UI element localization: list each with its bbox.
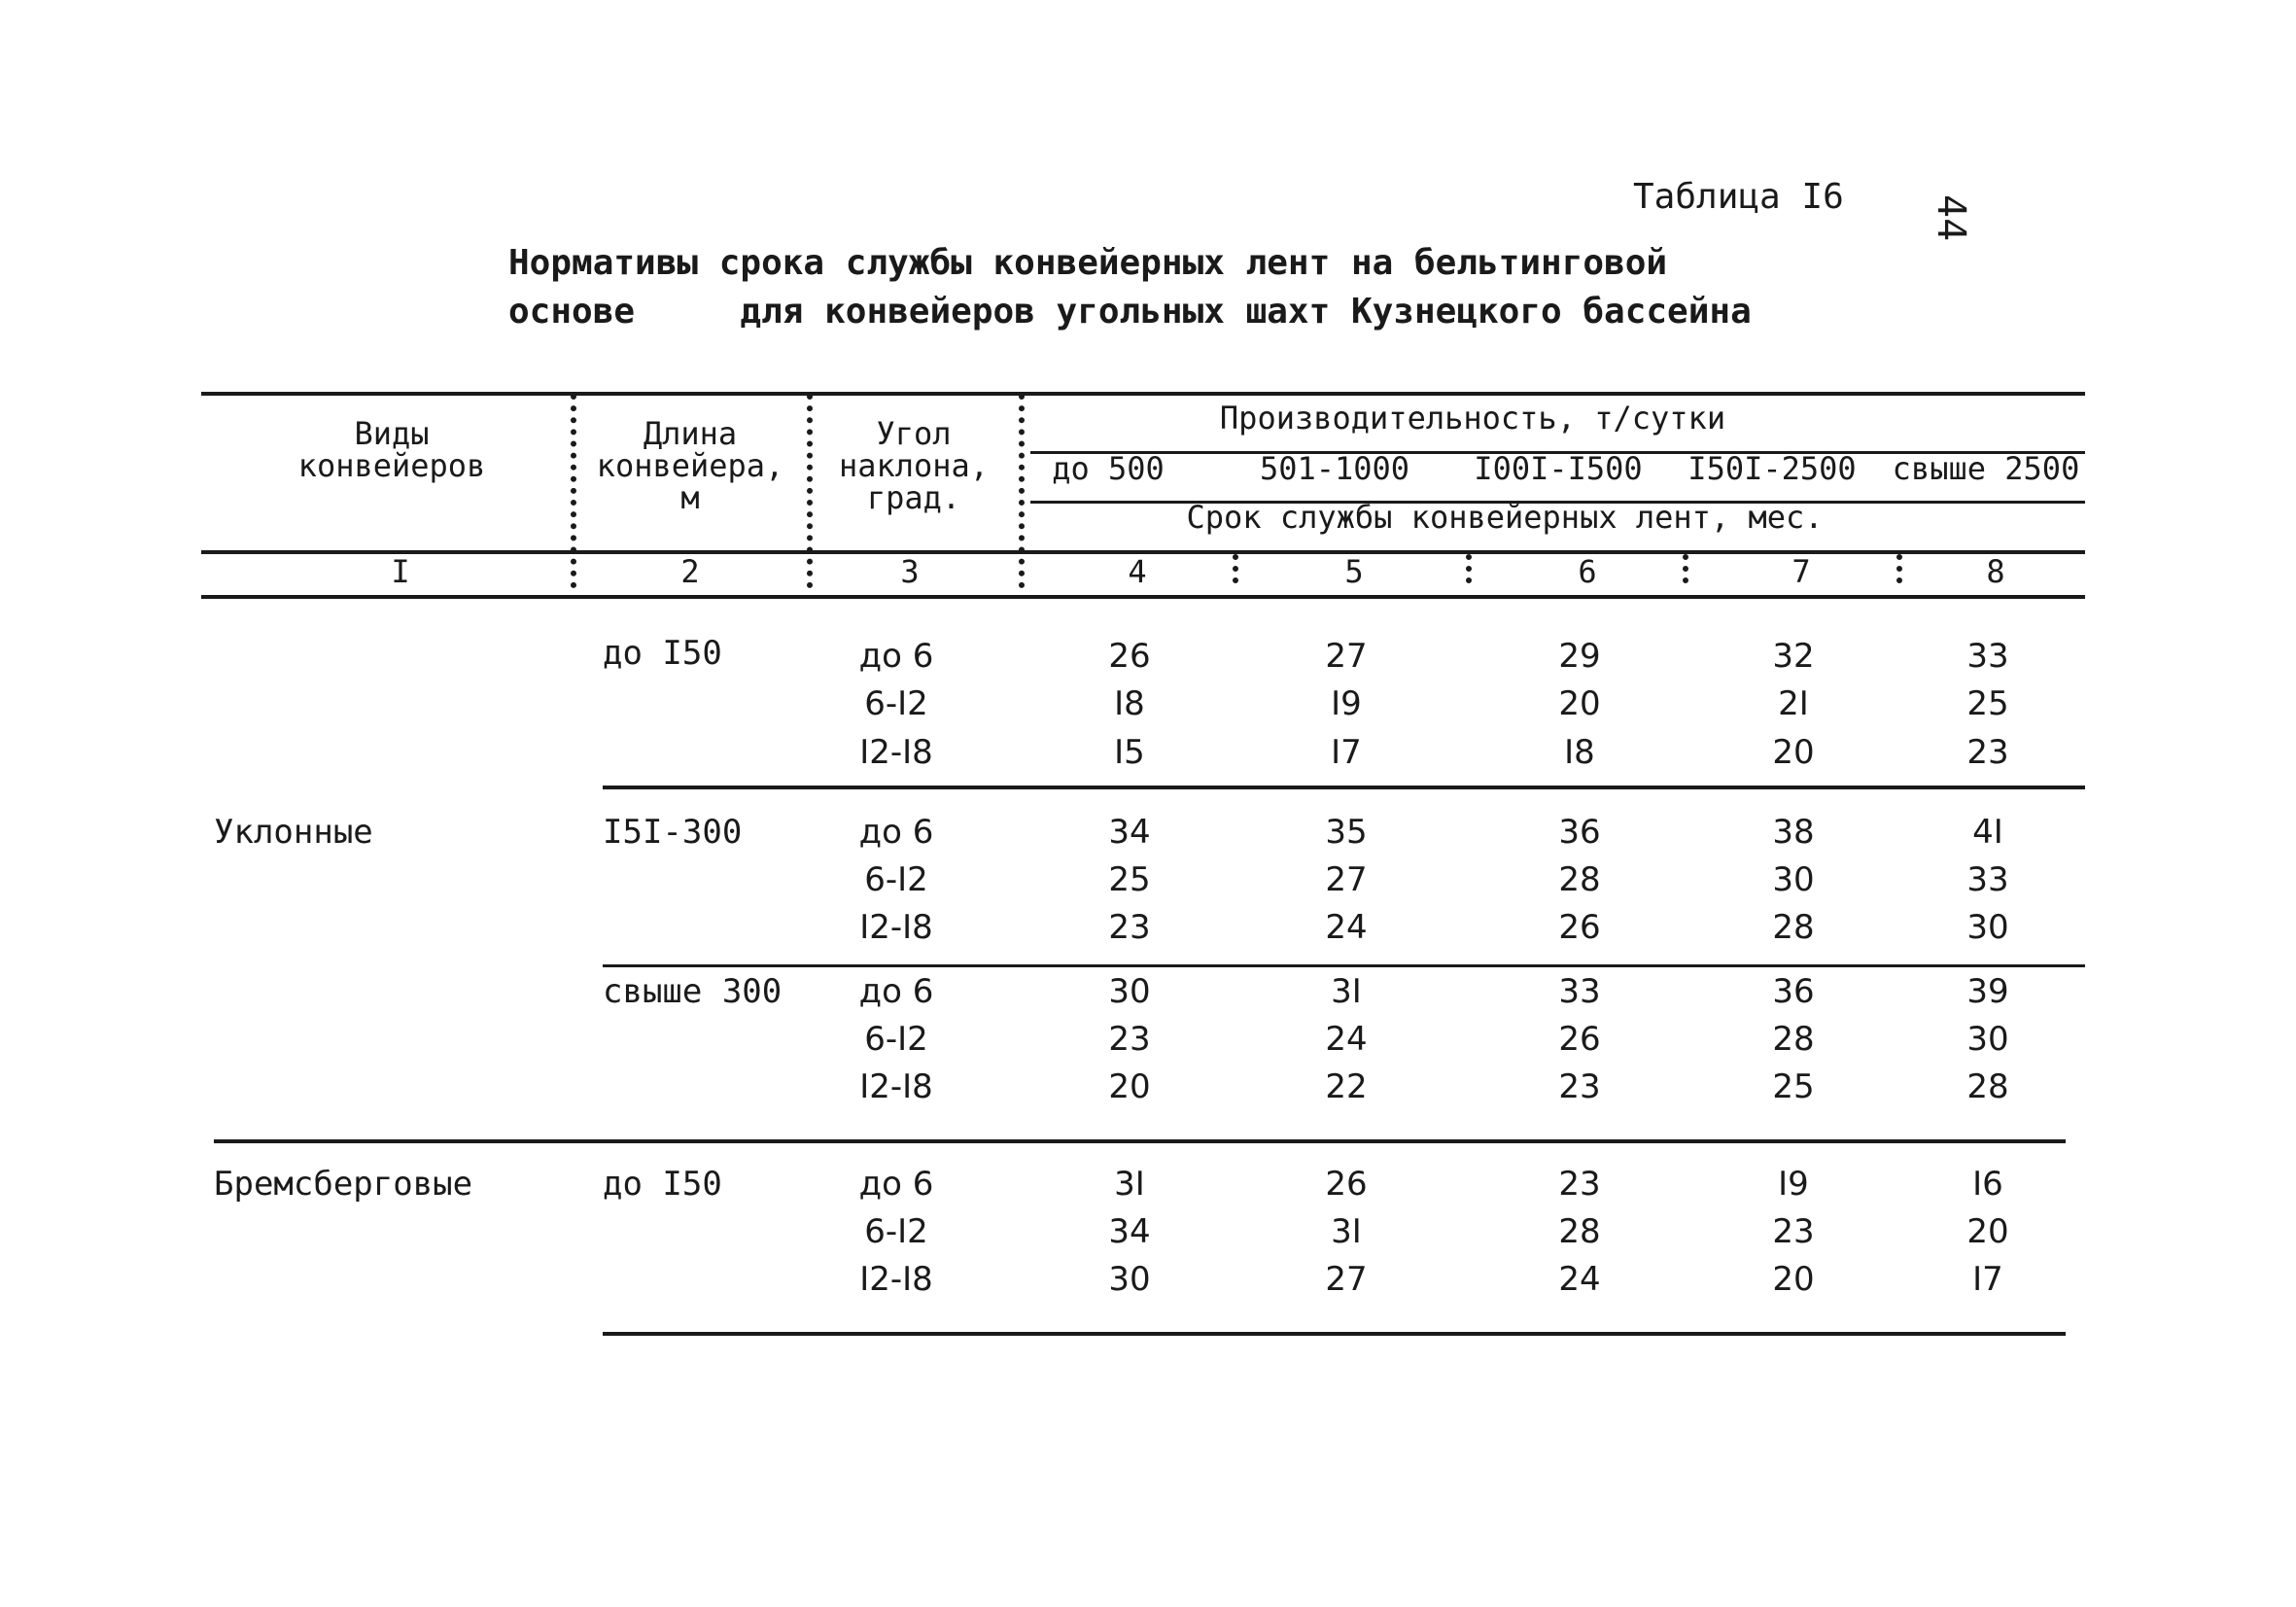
- service-life-cell: 4I: [1972, 813, 2003, 852]
- service-life-cell: 28: [1558, 1212, 1601, 1251]
- conveyor-type-label: Уклонные: [214, 813, 373, 852]
- service-life-cell: 24: [1558, 1260, 1601, 1299]
- header-range-2: 501-1000: [1259, 450, 1410, 487]
- angle-cell: 6-I2: [864, 1212, 928, 1251]
- service-life-cell: 22: [1325, 1067, 1368, 1106]
- column-number-1: I: [391, 553, 410, 590]
- service-life-cell: 33: [1966, 860, 2009, 899]
- angle-cell: до 6: [858, 972, 934, 1011]
- service-life-cell: 2I: [1778, 684, 1809, 723]
- service-life-cell: 25: [1108, 860, 1151, 899]
- angle-cell: до 6: [858, 813, 934, 852]
- service-life-cell: 23: [1108, 1020, 1151, 1059]
- service-life-cell: 35: [1325, 813, 1368, 852]
- service-life-cell: 27: [1325, 860, 1368, 899]
- service-life-cell: I7: [1972, 1260, 2003, 1299]
- service-life-cell: 26: [1108, 637, 1151, 676]
- table-top-rule: [201, 392, 2085, 396]
- service-life-cell: 30: [1772, 860, 1815, 899]
- header-separator-3: [1019, 394, 1025, 588]
- service-life-cell: 33: [1966, 637, 2009, 676]
- service-life-cell: 23: [1558, 1067, 1601, 1106]
- angle-cell: до 6: [858, 1165, 934, 1204]
- header-service-life: Срок службы конвейерных лент, мес.: [1186, 499, 1824, 536]
- service-life-cell: 28: [1772, 1020, 1815, 1059]
- header-range-1: до 500: [1052, 450, 1165, 487]
- angle-cell: 6-I2: [864, 684, 928, 723]
- angle-cell: 6-I2: [864, 860, 928, 899]
- column-number-7: 7: [1792, 553, 1811, 590]
- angle-cell: I2-I8: [859, 733, 933, 772]
- header-range-5: свыше 2500: [1892, 450, 2080, 487]
- column-number-4: 4: [1128, 553, 1147, 590]
- service-life-cell: 3I: [1331, 972, 1362, 1011]
- header-separator-1: [571, 394, 576, 588]
- service-life-cell: I8: [1114, 684, 1145, 723]
- angle-cell: I2-I8: [859, 908, 933, 947]
- service-life-cell: 3I: [1114, 1165, 1145, 1204]
- column-number-2: 2: [680, 553, 700, 590]
- service-life-cell: 30: [1108, 1260, 1151, 1299]
- service-life-cell: 39: [1966, 972, 2009, 1011]
- service-life-cell: I9: [1331, 684, 1362, 723]
- service-life-cell: 23: [1108, 908, 1151, 947]
- service-life-cell: 27: [1325, 637, 1368, 676]
- column-number-8: 8: [1986, 553, 2005, 590]
- service-life-cell: 23: [1558, 1165, 1601, 1204]
- service-life-cell: 25: [1772, 1067, 1815, 1106]
- service-life-cell: 30: [1966, 908, 2009, 947]
- service-life-cell: 32: [1772, 637, 1815, 676]
- service-life-cell: 26: [1558, 908, 1601, 947]
- service-life-cell: 28: [1966, 1067, 2009, 1106]
- service-life-cell: 30: [1966, 1020, 2009, 1059]
- service-life-cell: 20: [1966, 1212, 2009, 1251]
- column-number-6: 6: [1578, 553, 1597, 590]
- length-label: до I50: [603, 1165, 722, 1204]
- table-title-line-1: Нормативы срока службы конвейерных лент на бельтинговой: [508, 243, 1668, 283]
- page-number: 44: [1929, 194, 1973, 242]
- service-life-cell: 27: [1325, 1260, 1368, 1299]
- service-life-cell: 36: [1558, 813, 1601, 852]
- header-conveyor-type: Виды конвейеров: [297, 415, 486, 484]
- rule-after-length-2: [603, 964, 2085, 967]
- service-life-cell: 33: [1558, 972, 1601, 1011]
- column-number-3: 3: [900, 553, 920, 590]
- header-separator-2: [807, 394, 813, 588]
- service-life-cell: I5: [1114, 733, 1145, 772]
- service-life-cell: I6: [1972, 1165, 2003, 1204]
- service-life-cell: 29: [1558, 637, 1601, 676]
- column-number-rule: [201, 595, 2085, 599]
- header-separator-5: [1466, 554, 1472, 583]
- service-life-cell: 20: [1108, 1067, 1151, 1106]
- service-life-cell: 28: [1772, 908, 1815, 947]
- rule-after-incline-group: [214, 1139, 2066, 1143]
- rule-after-length-1: [603, 786, 2085, 789]
- service-life-cell: 38: [1772, 813, 1815, 852]
- header-productivity: Производительность, т/сутки: [1219, 400, 1726, 437]
- length-label: до I50: [603, 634, 722, 673]
- header-range-4: I50I-2500: [1687, 450, 1857, 487]
- service-life-cell: 20: [1772, 1260, 1815, 1299]
- service-life-cell: 28: [1558, 860, 1601, 899]
- service-life-cell: 34: [1108, 813, 1151, 852]
- service-life-cell: 34: [1108, 1212, 1151, 1251]
- header-conveyor-length: Длина конвейера, м: [596, 415, 784, 516]
- service-life-cell: 3I: [1331, 1212, 1362, 1251]
- service-life-cell: 20: [1772, 733, 1815, 772]
- service-life-cell: I9: [1778, 1165, 1809, 1204]
- header-separator-4: [1233, 554, 1238, 583]
- angle-cell: I2-I8: [859, 1260, 933, 1299]
- service-life-cell: 24: [1325, 908, 1368, 947]
- angle-cell: 6-I2: [864, 1020, 928, 1059]
- table-label: Таблица I6: [1633, 177, 1844, 217]
- service-life-cell: 20: [1558, 684, 1601, 723]
- table-title-line-2: основе для конвейеров угольных шахт Кузнецкого бассейна: [508, 292, 1752, 332]
- angle-cell: до 6: [858, 637, 934, 676]
- service-life-cell: 26: [1325, 1165, 1368, 1204]
- service-life-cell: I7: [1331, 733, 1362, 772]
- service-life-cell: 25: [1966, 684, 2009, 723]
- service-life-cell: 26: [1558, 1020, 1601, 1059]
- service-life-cell: 24: [1325, 1020, 1368, 1059]
- header-separator-7: [1896, 554, 1902, 583]
- length-label: свыше 300: [603, 972, 783, 1011]
- header-incline-angle: Угол наклона, град.: [838, 415, 990, 516]
- service-life-cell: 23: [1772, 1212, 1815, 1251]
- conveyor-type-label: Бремсберговые: [214, 1165, 473, 1204]
- length-label: I5I-300: [603, 813, 743, 852]
- header-range-3: I00I-I500: [1474, 450, 1643, 487]
- service-life-cell: 36: [1772, 972, 1815, 1011]
- service-life-cell: 23: [1966, 733, 2009, 772]
- angle-cell: I2-I8: [859, 1067, 933, 1106]
- service-life-cell: I8: [1564, 733, 1595, 772]
- header-separator-6: [1683, 554, 1688, 583]
- service-life-cell: 30: [1108, 972, 1151, 1011]
- column-number-5: 5: [1344, 553, 1364, 590]
- table-bottom-rule: [603, 1332, 2066, 1336]
